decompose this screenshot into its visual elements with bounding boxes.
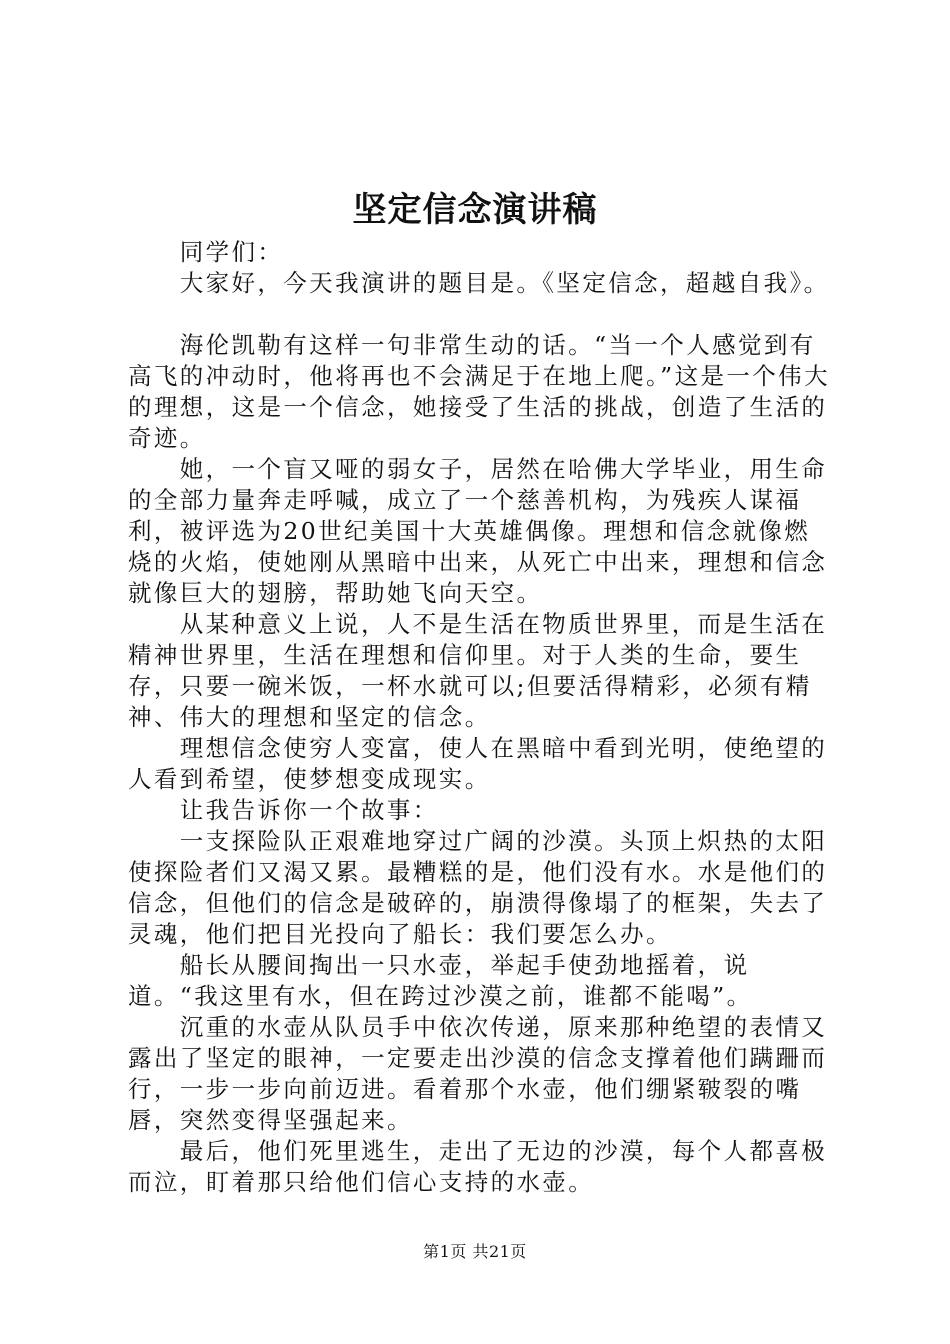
body-paragraph: 理想信念使穷人变富，使人在黑暗中看到光明，使绝望的人看到希望，使梦想变成现实。 xyxy=(128,734,828,793)
opening-paragraph: 大家好，今天我演讲的题目是。《坚定信念，超越自我》。 xyxy=(179,269,830,297)
body-paragraph: 一支探险队正艰难地穿过广阔的沙漠。头顶上炽热的太阳使探险者们又渴又累。最糟糕的是，他们没有水。水是他们的信念，但他们的信念是破碎的，崩溃得像塌了的框架，失去了灵魂，他们把目光投向了船长：我们要怎么办。 xyxy=(128,827,828,948)
body-paragraph: 海伦凯勒有这样一句非常生动的话。“当一个人感觉到有高飞的冲动时，他将再也不会满足于在地上爬。”这是一个伟大的理想，这是一个信念，她接受了生活的挑战，创造了生活的奇迹。 xyxy=(128,331,830,452)
body-paragraph: 沉重的水壶从队员手中依次传递，原来那种绝望的表情又露出了坚定的眼神，一定要走出沙漠的信念支撑着他们蹒跚而行，一步一步向前迈进。看着那个水壶，他们绷紧皲裂的嘴唇，突然变得坚强起来。 xyxy=(128,1013,828,1134)
body-paragraph: 船长从腰间掏出一只水壶，举起手使劲地摇着，说道。“我这里有水，但在跨过沙漠之前，谁都不能喝”。 xyxy=(128,951,753,1010)
document-title: 坚定信念演讲稿 xyxy=(352,190,598,230)
document-body xyxy=(128,237,830,1198)
body-paragraph: 她，一个盲又哑的弱女子，居然在哈佛大学毕业，用生命的全部力量奔走呼喊，成立了一个慈善机构，为残疾人谋福利，被评选为20世纪美国十大英雄偶像。理想和信念就像燃烧的火焰，使她刚从黑暗中出来，从死亡中出来，理想和信念就像巨大的翅膀，帮助她飞向天空。 xyxy=(128,455,828,607)
blank-line xyxy=(128,299,830,330)
body-paragraph: 最后，他们死里逃生，走出了无边的沙漠，每个人都喜极而泣，盯着那只给他们信心支持的水壶。 xyxy=(128,1137,828,1196)
body-paragraph: 从某种意义上说，人不是生活在物质世界里，而是生活在精神世界里，生活在理想和信仰里。对于人类的生命，要生存，只要一碗米饭，一杯水就可以;但要活得精彩，必须有精神、伟大的理想和坚定的信念。 xyxy=(128,610,828,731)
page-number-footer: 第1页 共21页 xyxy=(423,1242,527,1261)
salutation-paragraph: 同学们： xyxy=(179,238,284,266)
body-paragraph: 让我告诉你一个故事： xyxy=(179,796,439,824)
